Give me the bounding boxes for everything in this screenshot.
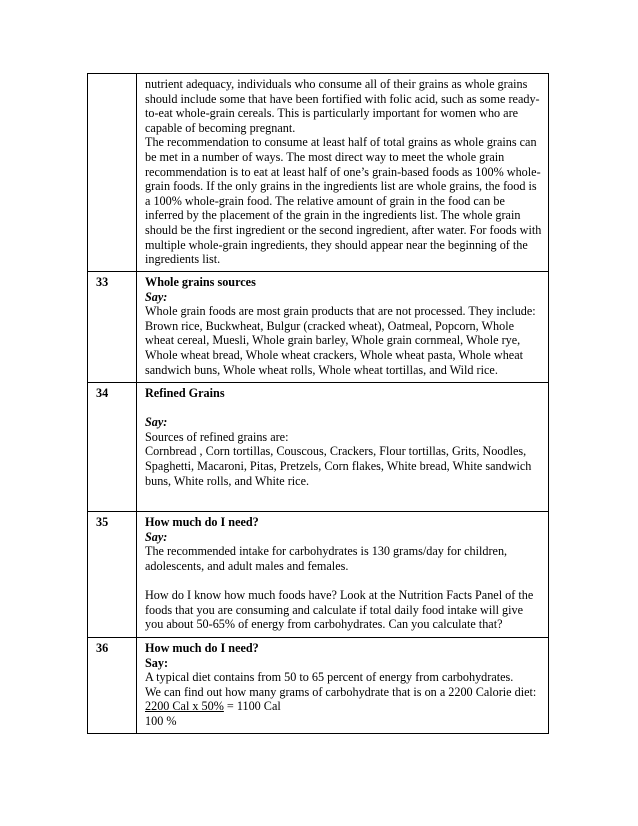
slide-notes [137, 638, 549, 734]
paragraph: nutrient adequacy, individuals who consume all of their grains as whole grains should include some that have been fortified with folic acid, such as some ready-to-eat whole-grain cereals. This is particularly important for women who are capable of becoming pregnant. [145, 77, 540, 135]
slide-number: 33 [88, 272, 137, 383]
slide-title: Refined Grains [145, 386, 225, 400]
paragraph: A typical diet contains from 50 to 65 percent of energy from carbohydrates. [145, 670, 514, 685]
slide-number: 35 [88, 512, 137, 638]
table-row [88, 512, 549, 638]
slide-notes [137, 383, 549, 512]
slide-number [88, 74, 137, 272]
table-row [88, 638, 549, 734]
paragraph: We can find out how many grams of carbohydrate that is on a 2200 Calorie diet: [145, 684, 537, 699]
slide-title: Whole grains sources [145, 275, 256, 289]
paragraph: The recommended intake for carbohydrates is 130 grams/day for children, adolescents, and adult males and females. [145, 544, 508, 573]
slide-number: 36 [88, 638, 137, 734]
spacer [145, 401, 544, 416]
say-label: Say: [145, 529, 168, 544]
say-label: Say: [145, 655, 169, 670]
slide-notes [137, 272, 549, 383]
formula-result: = 1100 Cal [223, 699, 281, 714]
slide-title: How much do I need? [145, 641, 259, 655]
slide-title: How much do I need? [145, 515, 259, 529]
paragraph: Sources of refined grains are: [145, 429, 289, 444]
slide-number: 34 [88, 383, 137, 512]
paragraph: Whole grain foods are most grain products that are not processed. They include: Brown rice, Buckwheat, Bulgur (cracked wheat), Oatmeal, Popcorn, Whole wheat cereal, Muesli, Whole grain barley, Whole grain cornmeal, Whole rye, Whole wheat bread, Whole wheat crackers, Whole wheat pasta, Whole wheat sandwich buns, Whole wheat rolls, Whole wheat tortillas, and Wild rice. [145, 304, 536, 377]
formula-denominator: 100 % [145, 713, 177, 728]
say-label: Say: [145, 415, 168, 430]
slide-notes [137, 74, 549, 272]
paragraph: How do I know how much foods have? Look at the Nutrition Facts Panel of the foods that you are consuming and calculate if total daily food intake will give you about 50-65% of energy from carbohydrates. Can you calculate that? [145, 587, 534, 632]
table-row [88, 74, 549, 272]
formula-numerator: 2200 Cal x 50% [145, 699, 224, 714]
formula-line [145, 699, 544, 714]
say-label: Say: [145, 289, 168, 304]
paragraph: The recommendation to consume at least half of total grains as whole grains can be met in a number of ways. The most direct way to meet the whole grain recommendation is to eat at least half of one’s grain-based foods as 100% whole-grain foods. If the only grains in the ingredients list are whole grains, the food is a 100% whole-grain food. The relative amount of grain in the food can be inferred by the placement of the grain in the ingredients list. The whole grain should be the first ingredient or the second ingredient, after water. For foods with multiple whole-grain ingredients, they should appear near the beginning of the ingredients list. [145, 135, 542, 267]
slide-notes [137, 512, 549, 638]
spacer [145, 573, 544, 588]
table-row [88, 272, 549, 383]
table-row [88, 383, 549, 512]
script-table [87, 73, 549, 734]
paragraph: Cornbread , Corn tortillas, Couscous, Crackers, Flour tortillas, Grits, Noodles, Spaghetti, Macaroni, Pitas, Pretzels, Corn flakes, White bread, White sandwich buns, White rolls, and White rice. [145, 444, 532, 488]
